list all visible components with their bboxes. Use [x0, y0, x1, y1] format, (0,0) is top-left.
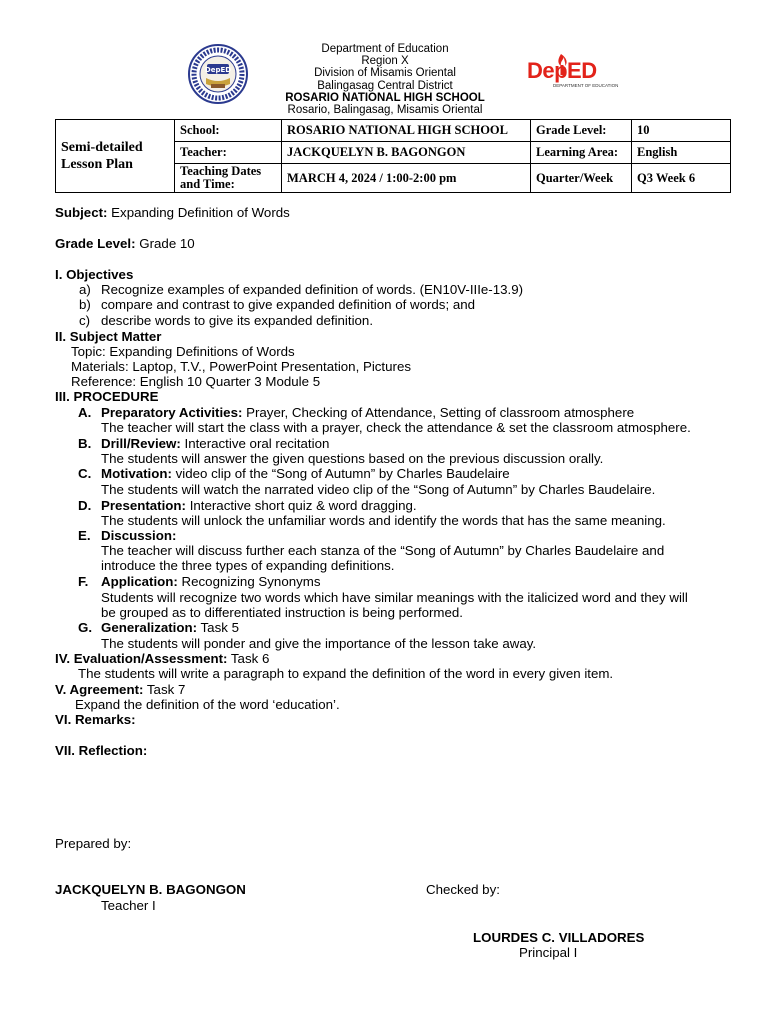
objectives-heading: I. Objectives [55, 267, 134, 282]
learning-area-value: English [632, 142, 731, 164]
procedure-step [78, 466, 510, 481]
prepared-by-label: Prepared by: [55, 836, 132, 851]
objective-marker: a) [79, 282, 91, 297]
step-letter: C. [78, 466, 92, 481]
preparer-name: JACKQUELYN B. BAGONGON [55, 882, 246, 897]
step-title: Generalization: [101, 620, 198, 635]
procedure-heading: III. PROCEDURE [55, 389, 159, 404]
deped-logo-text: DepED [527, 58, 597, 83]
remarks-heading: VI. Remarks: [55, 712, 136, 727]
reflection-heading: VII. Reflection: [55, 743, 148, 758]
checker-title: Principal I [519, 945, 578, 960]
header-district: Balingasag Central District [317, 79, 453, 92]
header-region: Region X [361, 55, 409, 68]
evaluation-detail: The students will write a paragraph to expand the definition of the word in every given item. [78, 666, 614, 681]
grade-line [55, 236, 195, 251]
step-title: Drill/Review: [101, 436, 181, 451]
school-value: ROSARIO NATIONAL HIGH SCHOOL [282, 120, 531, 142]
grade-value: Grade 10 [139, 236, 195, 251]
objective-item [79, 282, 524, 297]
subject-line [55, 205, 290, 220]
step-detail: The students will answer the given questions based on the previous discussion orally. [101, 451, 604, 466]
step-detail: introduce the three types of expanding definitions. [101, 558, 395, 573]
teacher-label: Teacher: [175, 142, 282, 164]
step-letter: E. [78, 528, 91, 543]
materials-line: Materials: Laptop, T.V., PowerPoint Presentation, Pictures [71, 359, 411, 374]
teaching-dates-label: Teaching Dates and Time: [175, 164, 282, 193]
grade-level-label: Grade Level: [531, 120, 632, 142]
step-letter: B. [78, 436, 92, 451]
step-title: Application: [101, 574, 178, 589]
quarter-week-label: Quarter/Week [531, 164, 632, 193]
step-detail: The students will unlock the unfamiliar words and identify the words that has the same meaning. [101, 513, 666, 528]
step-description: Task 5 [200, 620, 239, 635]
subject-matter-heading: II. Subject Matter [55, 329, 162, 344]
step-description: Recognizing Synonyms [181, 574, 321, 589]
deped-logo-subtext: DEPARTMENT OF EDUCATION [553, 83, 619, 88]
preparer-title: Teacher I [101, 898, 156, 913]
step-letter: D. [78, 498, 92, 513]
quarter-week-value: Q3 Week 6 [632, 164, 731, 193]
evaluation-heading: IV. Evaluation/Assessment: [55, 651, 228, 666]
reference-line: Reference: English 10 Quarter 3 Module 5 [71, 374, 321, 389]
deped-seal-logo [187, 44, 249, 104]
step-detail: be grouped as to differentiated instruction is being performed. [101, 605, 463, 620]
step-description: Interactive oral recitation [184, 436, 330, 451]
grade-level-value: 10 [632, 120, 731, 142]
step-detail: The teacher will start the class with a prayer, check the attendance & set the classroom atmosphere. [101, 420, 691, 435]
objective-item [79, 297, 476, 312]
evaluation-value: Task 6 [230, 651, 270, 666]
step-title: Discussion: [101, 528, 177, 543]
objective-text: describe words to give its expanded definition. [101, 313, 374, 328]
step-title: Presentation: [101, 498, 186, 513]
header-school: ROSARIO NATIONAL HIGH SCHOOL [285, 91, 485, 104]
objective-marker: b) [79, 297, 91, 312]
checked-by-label: Checked by: [426, 882, 500, 897]
agreement-line [55, 682, 185, 697]
objective-text: Recognize examples of expanded definition of words. (EN10V-IIIe-13.9) [101, 282, 524, 297]
objective-item [79, 313, 374, 328]
procedure-step [78, 528, 177, 543]
lesson-info-table [55, 119, 731, 193]
step-title: Motivation: [101, 466, 172, 481]
procedure-step [78, 405, 635, 420]
evaluation-line [55, 651, 269, 666]
step-description: video clip of the “Song of Autumn” by Charles Baudelaire [175, 466, 510, 481]
agreement-value: Task 7 [146, 682, 186, 697]
subject-value: Expanding Definition of Words [111, 205, 290, 220]
svg-text:DepED: DepED [204, 66, 232, 74]
deped-brand-logo [527, 52, 619, 92]
procedure-step [78, 574, 321, 589]
step-detail: The students will ponder and give the importance of the lesson take away. [101, 636, 537, 651]
step-detail: The students will watch the narrated video clip of the “Song of Autumn” by Charles Baudelaire. [101, 482, 656, 497]
document-header [260, 43, 510, 116]
step-title: Preparatory Activities: [101, 405, 243, 420]
objective-text: compare and contrast to give expanded definition of words; and [101, 297, 476, 312]
header-department: Department of Education [321, 43, 449, 55]
step-description: Prayer, Checking of Attendance, Setting of classroom atmosphere [246, 405, 635, 420]
step-description: Interactive short quiz & word dragging. [189, 498, 417, 513]
lesson-plan-title: Semi-detailed Lesson Plan [56, 120, 175, 193]
grade-label: Grade Level: [55, 236, 136, 251]
procedure-step [78, 620, 239, 635]
objective-marker: c) [79, 313, 91, 328]
school-label: School: [175, 120, 282, 142]
step-detail: The teacher will discuss further each stanza of the “Song of Autumn” by Charles Baudelaire and [101, 543, 665, 558]
step-letter: A. [78, 405, 92, 420]
teacher-value: JACKQUELYN B. BAGONGON [282, 142, 531, 164]
agreement-detail: Expand the definition of the word ‘education’. [75, 697, 340, 712]
topic-line: Topic: Expanding Definitions of Words [71, 344, 295, 359]
subject-label: Subject: [55, 205, 108, 220]
header-division: Division of Misamis Oriental [314, 67, 456, 80]
learning-area-label: Learning Area: [531, 142, 632, 164]
step-detail: Students will recognize two words which have similar meanings with the italicized word and they will [101, 590, 688, 605]
teaching-dates-value: MARCH 4, 2024 / 1:00-2:00 pm [282, 164, 531, 193]
header-address: Rosario, Balingasag, Misamis Oriental [287, 104, 483, 117]
step-letter: G. [78, 620, 93, 635]
checker-name: LOURDES C. VILLADORES [473, 930, 645, 945]
step-letter: F. [78, 574, 89, 589]
procedure-step [78, 436, 330, 451]
agreement-heading: V. Agreement: [55, 682, 144, 697]
procedure-step [78, 498, 417, 513]
